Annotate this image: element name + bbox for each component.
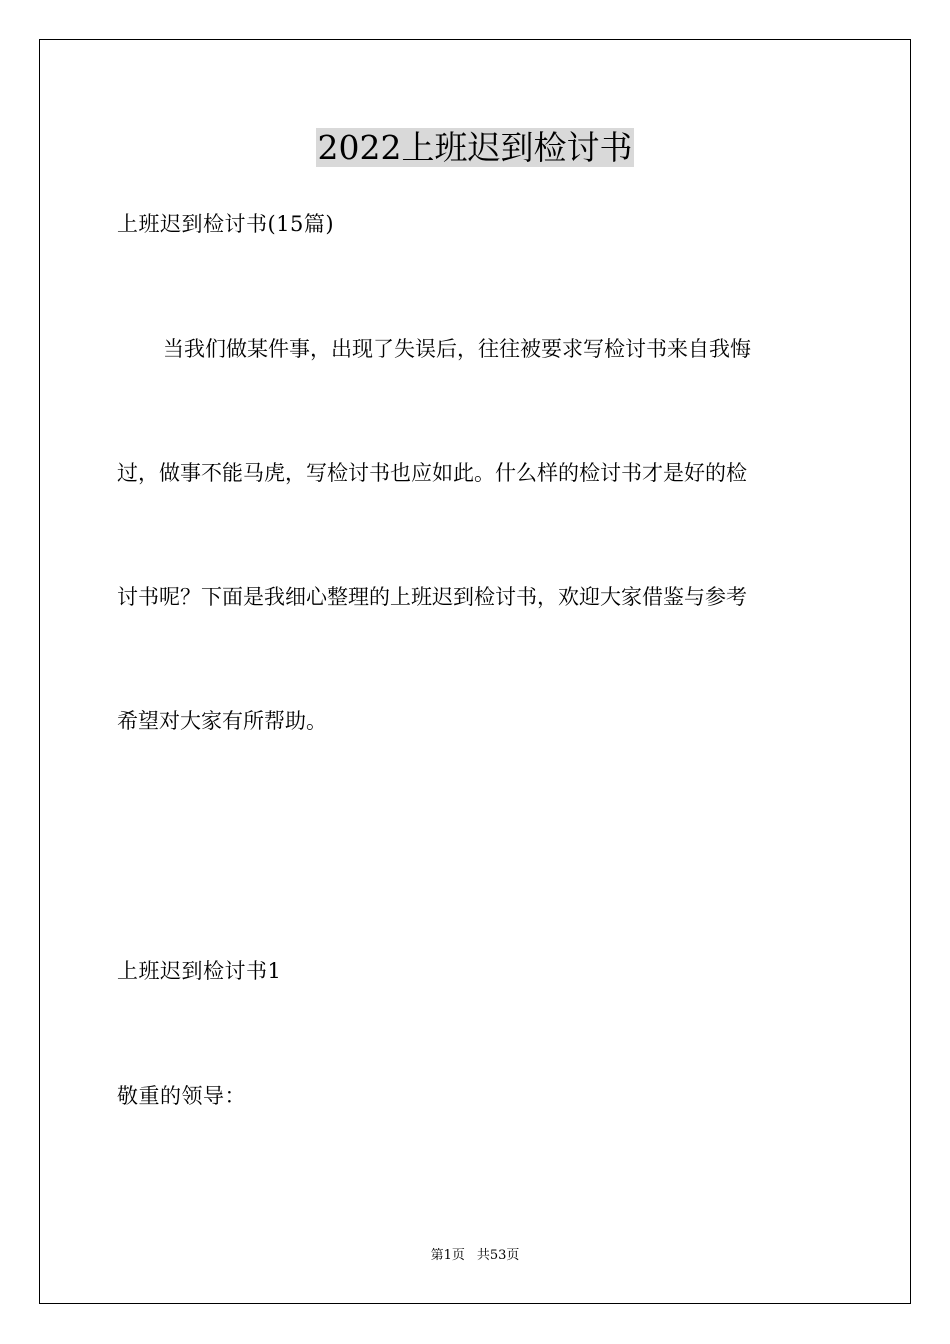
page-total: 共53页	[476, 1248, 520, 1263]
intro-line-3: 讨书呢？下面是我细心整理的上班迟到检讨书，欢迎大家借鉴与参考	[117, 585, 747, 609]
document-title	[0, 126, 950, 170]
intro-line-1: 当我们做某件事，出现了失误后，往往被要求写检讨书来自我悔	[163, 337, 751, 361]
intro-line-4: 希望对大家有所帮助。	[117, 709, 327, 733]
section-heading: 上班迟到检讨书1	[117, 959, 282, 983]
salutation: 敬重的领导：	[117, 1084, 246, 1108]
intro-line-2: 过，做事不能马虎，写检讨书也应如此。什么样的检讨书才是好的检	[117, 461, 747, 485]
page-number: 第1页	[430, 1248, 465, 1263]
document-title-text: 2022上班迟到检讨书	[317, 128, 633, 167]
document-subtitle: 上班迟到检讨书(15篇)	[117, 212, 335, 236]
page-footer	[0, 1247, 950, 1265]
